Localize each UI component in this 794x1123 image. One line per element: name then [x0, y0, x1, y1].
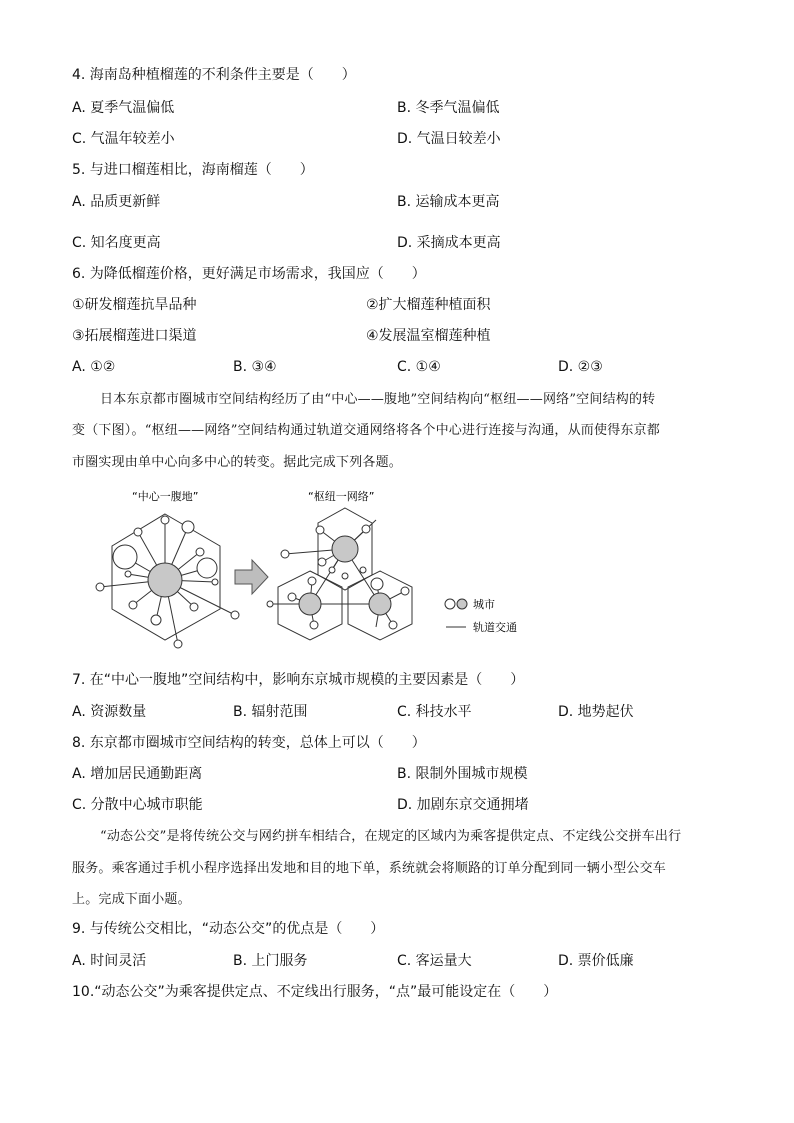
q4-option-b: B. 冬季气温偏低 [397, 100, 500, 116]
q7-option-d: D. 地势起伏 [558, 704, 634, 720]
q7-option-b: B. 辐射范围 [233, 704, 308, 720]
q8-option-b: B. 限制外围城市规模 [397, 766, 528, 782]
q7-option-c: C. 科技水平 [397, 704, 472, 720]
question-4-stem: 4. 海南岛种植榴莲的不利条件主要是（ ） [72, 67, 356, 83]
passage-tokyo-line-2: 变（下图）。“枢纽——网络”空间结构通过轨道交通网络将各个中心进行连接与沟通，从而使得东京都 [72, 423, 660, 438]
q5-option-c: C. 知名度更高 [72, 235, 161, 251]
q5-option-d: D. 采摘成本更高 [397, 235, 501, 251]
q8-option-d: D. 加剧东京交通拥堵 [397, 797, 529, 813]
q5-option-b: B. 运输成本更高 [397, 194, 500, 210]
question-8-stem: 8. 东京都市圈城市空间结构的转变，总体上可以（ ） [72, 735, 426, 751]
q9-option-d: D. 票价低廉 [558, 953, 634, 969]
q9-option-a: A. 时间灵活 [72, 953, 147, 969]
question-7-stem: 7. 在“中心一腹地”空间结构中，影响东京城市规模的主要因素是（ ） [72, 672, 525, 688]
q6-option-c: C. ①④ [397, 359, 441, 375]
q6-statement-2: ②扩大榴莲种植面积 [366, 297, 491, 313]
q6-option-d: D. ②③ [558, 359, 603, 375]
urban-structure-diagram [80, 482, 540, 652]
q4-option-a: A. 夏季气温偏低 [72, 100, 175, 116]
left-cities [96, 516, 239, 648]
q7-option-a: A. 资源数量 [72, 704, 147, 720]
passage-tokyo-line-3: 市圈实现由单中心向多中心的转变。据此完成下列各题。 [72, 455, 403, 470]
passage-bus-line-3: 上。完成下面小题。 [72, 892, 191, 907]
figure-right-title: “枢纽一网络” [308, 490, 375, 503]
right-cities [267, 525, 409, 629]
q9-option-c: C. 客运量大 [397, 953, 472, 969]
q5-option-a: A. 品质更新鲜 [72, 194, 161, 210]
figure-legend [445, 598, 517, 634]
transition-arrow [235, 560, 268, 594]
q6-option-a: A. ①② [72, 359, 116, 375]
q6-option-b: B. ③④ [233, 359, 277, 375]
hub-network-structure [270, 508, 412, 640]
question-9-stem: 9. 与传统公交相比，“动态公交”的优点是（ ） [72, 921, 385, 937]
passage-tokyo-line-1: 日本东京都市圈城市空间结构经历了由“中心——腹地”空间结构向“枢纽——网络”空间结构的转 [100, 392, 656, 407]
legend-city-label: 城市 [473, 598, 495, 611]
q9-option-b: B. 上门服务 [233, 953, 308, 969]
question-6-stem: 6. 为降低榴莲价格，更好满足市场需求，我国应（ ） [72, 266, 426, 282]
q4-option-d: D. 气温日较差小 [397, 131, 501, 147]
figure-left-title: “中心一腹地” [132, 490, 199, 503]
legend-rail-label: 轨道交通 [473, 621, 517, 634]
q6-statement-3: ③拓展榴莲进口渠道 [72, 328, 197, 344]
q8-option-a: A. 增加居民通勤距离 [72, 766, 203, 782]
q4-option-c: C. 气温年较差小 [72, 131, 175, 147]
q6-statement-4: ④发展温室榴莲种植 [366, 328, 491, 344]
question-5-stem: 5. 与进口榴莲相比，海南榴莲（ ） [72, 162, 314, 178]
q6-statement-1: ①研发榴莲抗旱品种 [72, 297, 197, 313]
legend-city-icon-outline [445, 599, 455, 609]
passage-bus-line-1: “动态公交”是将传统公交与网约拼车相结合，在规定的区域内为乘客提供定点、不定线公交拼车出行 [100, 829, 682, 844]
passage-bus-line-2: 服务。乘客通过手机小程序选择出发地和目的地下单，系统就会将顺路的订单分配到同一辆小型公交车 [72, 861, 667, 876]
question-10-stem: 10.“动态公交”为乘客提供定点、不定线出行服务，“点”最可能设定在（ ） [72, 984, 558, 1000]
legend-city-icon-filled [457, 599, 467, 609]
q8-option-c: C. 分散中心城市职能 [72, 797, 203, 813]
